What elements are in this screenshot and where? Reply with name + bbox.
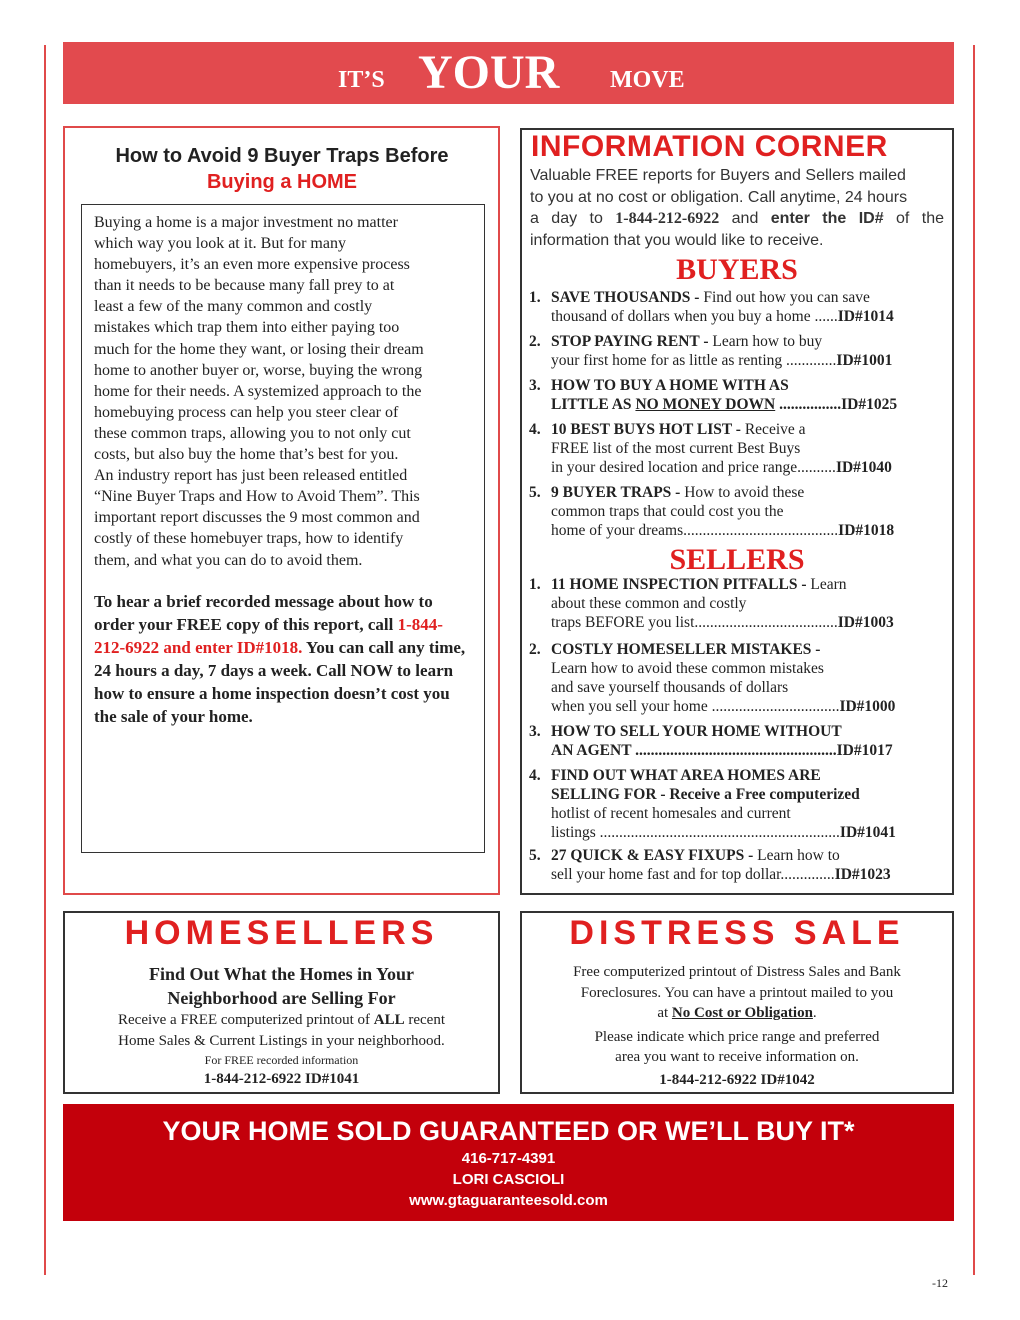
report-item-text: FIND OUT WHAT AREA HOMES ARE SELLING FOR - Receive a Free computerized hotlist of recent homesales and current listings ..............................................................ID#1041 [551,767,896,841]
intro-line: to you at no cost or obligation. Call anytime, 24 hours [530,188,908,206]
report-item-text: 27 QUICK & EASY FIXUPS - Learn how to sell your home fast and for top dollar..............ID#1023 [551,847,891,883]
article-body-line: these common traps, allowing you to not only cut [94,424,411,442]
footer-name: LORI CASCIOLI [452,1171,565,1188]
distress-title: DISTRESS SALE [569,914,905,952]
homesellers-title: HOMESELLERS [124,914,439,952]
intro-line: a day to 1-844-212-6922 and enter the ID# of the [530,210,945,227]
footer-phone: 416-717-4391 [461,1150,556,1167]
report-item-text: COSTLY HOMESELLER MISTAKES - Learn how to avoid these common mistakes and save yourself thousands of dollars when you sell your home .................................ID#1000 [551,641,896,715]
report-item-number: 3. [529,723,541,740]
distress-content [520,962,954,1090]
homesellers-small: For FREE recorded information [204,1053,359,1067]
article-title-line2: Buying a HOME [206,171,357,193]
homesellers-line1: Receive a FREE computerized printout of ALL recent [118,1012,445,1028]
homesellers-content [63,962,500,1089]
left-margin-rule [44,45,46,1275]
intro-line: information that you would like to receive. [530,231,824,249]
report-item-number: 5. [529,484,541,501]
distress-line5: area you want to receive information on. [615,1049,859,1065]
homesellers-sub2: Neighborhood are Selling For [167,988,396,1008]
report-item-text: 9 BUYER TRAPS - How to avoid these common traps that could cost you the home of your dreams........................................ID#1018 [551,484,895,539]
report-item-number: 3. [529,377,541,394]
distress-line2: Foreclosures. You can have a printout mailed to you [580,984,894,1001]
report-item-number: 2. [529,641,541,658]
footer-headline: YOUR HOME SOLD GUARANTEED OR WE’LL BUY IT* [162,1116,855,1146]
banner-its: IT’S [338,67,385,93]
footer-website: www.gtaguaranteesold.com [409,1192,608,1209]
distress-phone: 1-844-212-6922 ID#1042 [659,1071,815,1088]
article-cta-phone: 1-844-212-6922 and enter ID#1018. [94,615,443,657]
report-item-text: SAVE THOUSANDS - Find out how you can save thousand of dollars when you buy a home ......ID#1014 [551,289,894,325]
article-body-line: Buying a home is a major investment no matter [94,214,398,231]
report-item-number: 4. [529,421,541,438]
page-number: -12 [932,1276,948,1290]
report-item-text: HOW TO BUY A HOME WITH AS LITTLE AS NO MONEY DOWN ................ID#1025 [551,377,898,413]
report-item-number: 2. [529,333,541,350]
banner-your: YOUR [418,46,560,99]
article-cta-text: To hear a brief recorded message about how to order your FREE copy of this report, call [94,592,433,634]
buyers-heading: BUYERS [676,253,798,286]
intro-enter-id: enter the ID# [770,210,884,227]
report-item-text: 11 HOME INSPECTION PITFALLS - Learn about these common and costly traps BEFORE you list.....................................ID#1003 [551,576,894,631]
article-body-line: home to another buyer or, worse, buying the wrong [94,361,423,379]
homesellers-phone: 1-844-212-6922 ID#1041 [203,1071,360,1087]
article-body-line: important report discusses the 9 most common and [94,509,420,527]
info-corner-title: INFORMATION CORNER [531,130,888,163]
sellers-heading: SELLERS [669,543,805,576]
report-item-text: 10 BEST BUYS HOT LIST - Receive a FREE list of the most current Best Buys in your desired location and price range..........ID#1040 [551,421,892,476]
right-margin-rule [973,45,975,1275]
article-body-line: than it needs to be because many fall prey to at [94,277,395,295]
no-cost-text: No Cost or Obligation [671,1005,813,1021]
intro-line-part: a day to [530,210,616,227]
article-body-line: costly of these homebuyer traps, how to identify [94,530,404,548]
article-cta-text-2: You can call any time, 24 hours a day, 7 days a week. Call NOW to learn how to ensure a home inspection doesn’t cost you the sale of your home. [94,638,466,726]
report-item-text: STOP PAYING RENT - Learn how to buy your first home for as little as renting .............ID#1001 [551,333,893,369]
homesellers-sub1: Find Out What the Homes in Your [148,964,415,984]
info-corner-intro [530,165,944,251]
banner-move: MOVE [610,67,685,93]
article-body-line: mistakes which trap them into either paying too [94,319,400,337]
article-body-line: costs, but also buy the home that’s best for you. [94,446,399,464]
article-body-line: least a few of the many common and costly [94,298,373,316]
intro-line: Valuable FREE reports for Buyers and Sellers mailed [530,167,906,184]
report-item-number: 5. [529,847,541,864]
article-body-line: much for the home they want, or losing their dream [94,340,424,358]
article-body-line: An industry report has just been released entitled [94,467,408,485]
article-body-line: homebuying process can help you steer clear of [94,403,399,421]
intro-phone: 1-844-212-6922 [615,210,720,227]
article-cta [94,590,474,728]
article-title [66,143,498,195]
article-body-line: home for their needs. A systemized approach to the [94,382,422,400]
top-banner [63,42,954,104]
article-body [94,212,479,571]
homesellers-line2: Home Sales & Current Listings in your neighborhood. [118,1033,445,1049]
article-body-line: which way you look at it. But for many [94,235,346,253]
footer-content [63,1114,954,1211]
report-item-text: HOW TO SELL YOUR HOME WITHOUT AN AGENT ....................................................ID#1017 [551,723,893,759]
article-body-line: “Nine Buyer Traps and How to Avoid Them”. This [94,488,420,506]
report-item-number: 1. [529,289,541,306]
article-body-line: homebuyers, it’s an even more expensive process [94,256,410,274]
distress-line4: Please indicate which price range and preferred [594,1028,880,1045]
report-item-number: 4. [529,767,541,784]
article-title-line1: How to Avoid 9 Buyer Traps Before [115,145,449,167]
distress-line1: Free computerized printout of Distress Sales and Bank [573,964,901,980]
article-body-line: them, and what you can do to avoid them. [94,551,363,569]
distress-line3: at No Cost or Obligation. [657,1005,817,1021]
report-item-number: 1. [529,576,541,593]
